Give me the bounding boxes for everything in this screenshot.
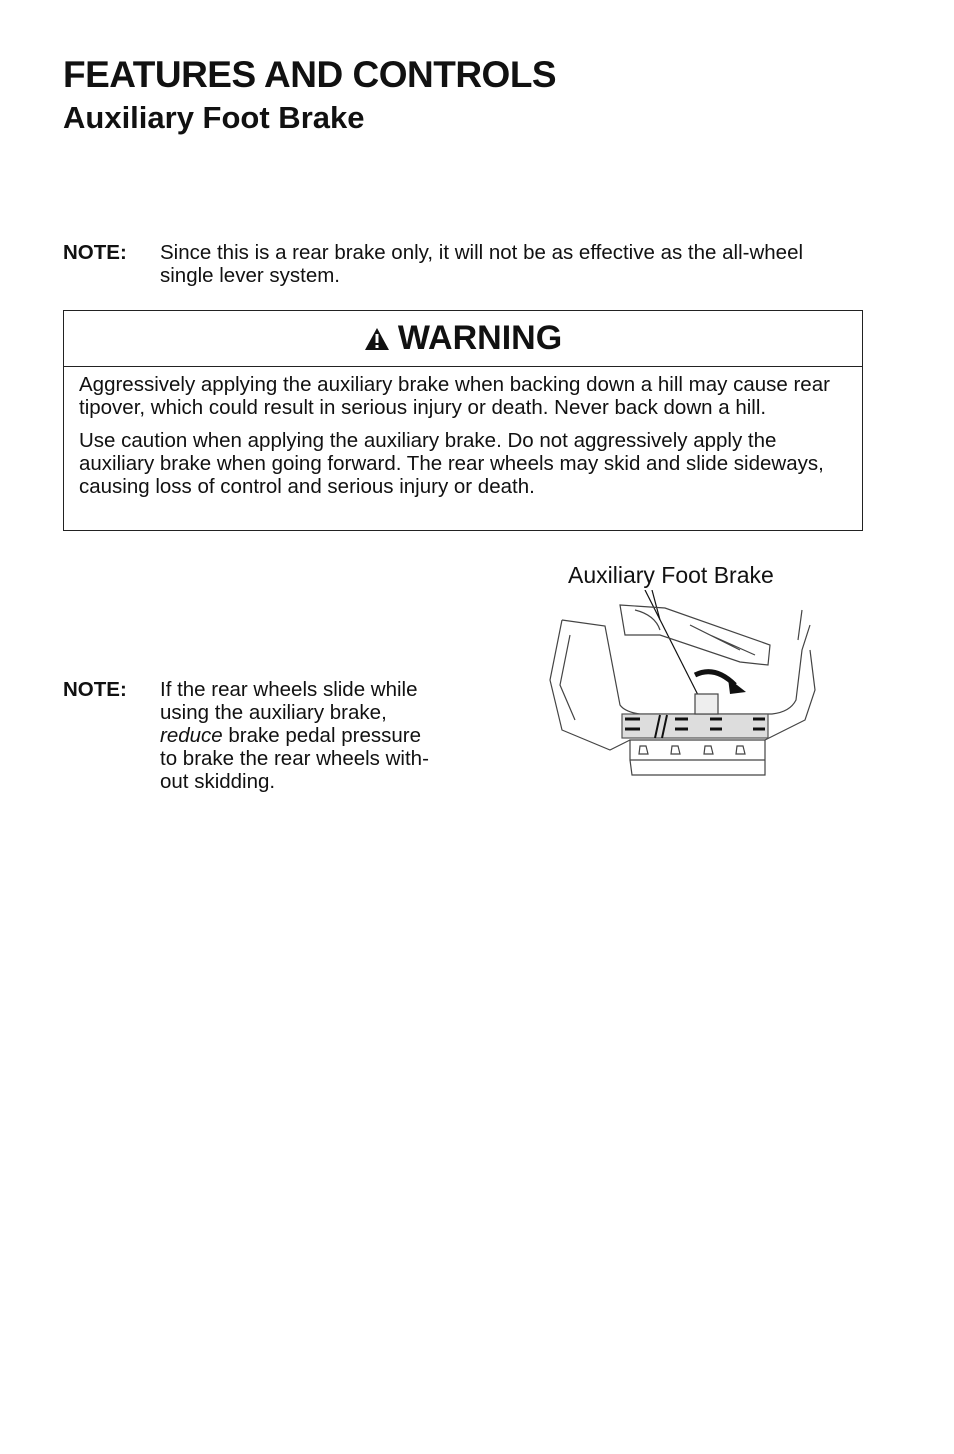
note-wheel-slide [63, 678, 483, 798]
note-text: using the auxiliary brake, [160, 701, 387, 724]
page-title: FEATURES AND CONTROLS [63, 54, 557, 95]
note-text: If the rear wheels slide while [160, 678, 418, 701]
warning-title: WARNING [397, 319, 563, 357]
warning-box [63, 310, 863, 531]
section-title: Auxiliary Foot Brake [63, 100, 365, 135]
note-rear-brake [63, 241, 863, 291]
note-emphasis: reduce [160, 724, 223, 747]
warning-paragraph: Use caution when applying the auxiliary brake. Do not aggressively apply the auxiliary brake when going forward. The rear wheels may skid and slide sideways, causing loss of control and serious injury or death. [79, 429, 824, 498]
note-text: brake pedal pressure [222, 724, 421, 747]
note-label: NOTE: [63, 241, 127, 264]
foot-brake-illustration [540, 590, 820, 780]
note-text: single lever system. [160, 264, 341, 287]
note-text: out skidding. [160, 770, 276, 793]
note-text: to brake the rear wheels with- [160, 747, 429, 770]
warning-paragraph: Aggressively applying the auxiliary brake when backing down a hill may cause rear tipover, which could result in serious injury or death. Never back down a hill. [79, 373, 830, 419]
note-text: Since this is a rear brake only, it will not be as effective as the all-wheel [160, 241, 804, 264]
warning-triangle-icon [364, 327, 390, 351]
note-label: NOTE: [63, 678, 127, 701]
figure-caption: Auxiliary Foot Brake [568, 562, 774, 588]
